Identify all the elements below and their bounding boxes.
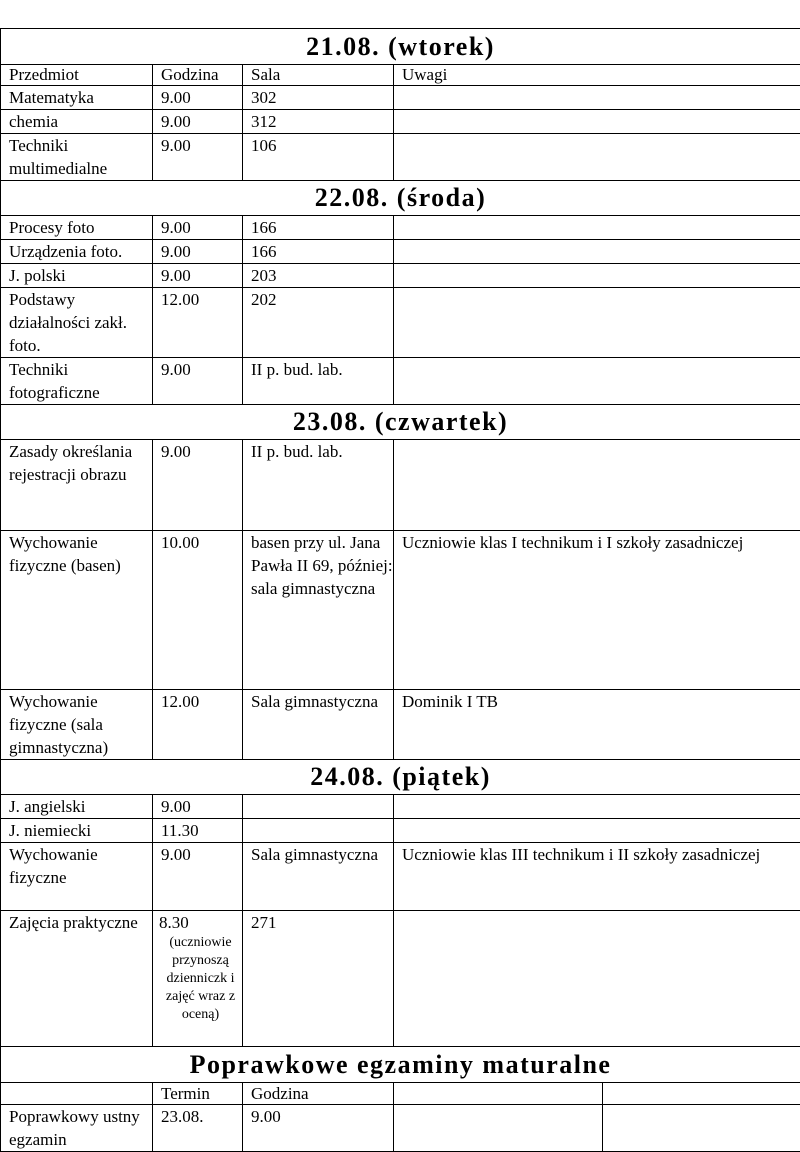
subject-cell: chemia: [1, 110, 153, 134]
room-cell: 302: [243, 86, 394, 110]
empty-cell: [394, 1105, 603, 1152]
col-header-room: Sala: [243, 65, 394, 86]
subject-cell: Wychowanie fizyczne: [1, 843, 153, 911]
room-cell: [243, 819, 394, 843]
matura-column-header-row: [1, 1083, 800, 1105]
table-row: [1, 358, 800, 405]
notes-cell: [394, 819, 800, 843]
notes-cell: [394, 795, 800, 819]
room-cell: basen przy ul. Jana Pawła II 69, później: sala gimnastyczna: [243, 531, 394, 690]
table-row: [1, 86, 800, 110]
day-heading-row: [1, 760, 800, 795]
subject-cell: Zasady określania rejestracji obrazu: [1, 440, 153, 531]
notes-cell: [394, 110, 800, 134]
notes-cell: [394, 86, 800, 110]
room-cell: 203: [243, 264, 394, 288]
time-cell: 9.00: [153, 134, 243, 181]
notes-cell: [394, 911, 800, 1047]
room-cell: 312: [243, 110, 394, 134]
notes-cell: [394, 358, 800, 405]
room-cell: Sala gimnastyczna: [243, 690, 394, 760]
time-cell: 12.00: [153, 690, 243, 760]
notes-cell: [394, 216, 800, 240]
day-heading-row: [1, 29, 800, 65]
col-header-notes: Uwagi: [394, 65, 800, 86]
table-row: [1, 440, 800, 531]
matura-heading: Poprawkowe egzaminy maturalne: [1, 1047, 800, 1083]
time-cell: 9.00: [153, 795, 243, 819]
room-cell: Sala gimnastyczna: [243, 843, 394, 911]
table-row: [1, 819, 800, 843]
subject-cell: Techniki multimedialne: [1, 134, 153, 181]
subject-cell: Matematyka: [1, 86, 153, 110]
column-header-row: [1, 65, 800, 86]
day-heading-row: [1, 405, 800, 440]
subject-cell: Wychowanie fizyczne (basen): [1, 531, 153, 690]
notes-cell: [394, 288, 800, 358]
day-heading-row: [1, 181, 800, 216]
time-cell: 9.00: [153, 264, 243, 288]
subject-cell: Procesy foto: [1, 216, 153, 240]
matura-col-header-empty-1: [394, 1083, 603, 1105]
table-row: [1, 690, 800, 760]
room-cell: 202: [243, 288, 394, 358]
subject-cell: Wychowanie fizyczne (sala gimnastyczna): [1, 690, 153, 760]
time-cell: 9.00: [153, 440, 243, 531]
time-cell: 9.00: [153, 843, 243, 911]
table-row: [1, 843, 800, 911]
notes-cell: Uczniowie klas I technikum i I szkoły zasadniczej: [394, 531, 800, 690]
matura-col-header-empty-2: [603, 1083, 800, 1105]
table-row: [1, 531, 800, 690]
table-row: [1, 1105, 800, 1152]
notes-cell: [394, 240, 800, 264]
table-row: [1, 795, 800, 819]
time-value: 8.30: [159, 911, 242, 934]
table-row: [1, 110, 800, 134]
subject-cell: Urządzenia foto.: [1, 240, 153, 264]
time-note: (uczniowie przynoszą dzienniczk i zajęć wraz z oceną): [159, 934, 242, 1024]
time-cell: 9.00: [153, 110, 243, 134]
day-heading: 22.08. (środa): [1, 181, 800, 216]
exam-schedule-table: [0, 28, 800, 1152]
subject-cell: J. polski: [1, 264, 153, 288]
room-cell: 166: [243, 216, 394, 240]
matura-col-header-date: Termin: [153, 1083, 243, 1105]
subject-cell: J. niemiecki: [1, 819, 153, 843]
time-cell: 9.00: [153, 240, 243, 264]
col-header-time: Godzina: [153, 65, 243, 86]
room-cell: 166: [243, 240, 394, 264]
subject-cell: J. angielski: [1, 795, 153, 819]
table-row: [1, 288, 800, 358]
room-cell: II p. bud. lab.: [243, 358, 394, 405]
table-row: [1, 911, 800, 1047]
subject-cell: Zajęcia praktyczne: [1, 911, 153, 1047]
time-cell: 9.00: [243, 1105, 394, 1152]
time-cell: 12.00: [153, 288, 243, 358]
time-cell: 9.00: [153, 358, 243, 405]
room-cell: II p. bud. lab.: [243, 440, 394, 531]
subject-cell: Podstawy działalności zakł. foto.: [1, 288, 153, 358]
time-cell: 9.00: [153, 86, 243, 110]
table-row: [1, 134, 800, 181]
matura-col-header-exam: [1, 1083, 153, 1105]
day-heading: 24.08. (piątek): [1, 760, 800, 795]
time-cell: 11.30: [153, 819, 243, 843]
table-row: [1, 264, 800, 288]
matura-col-header-time: Godzina: [243, 1083, 394, 1105]
matura-heading-row: [1, 1047, 800, 1083]
time-cell: 10.00: [153, 531, 243, 690]
subject-cell: Techniki fotograficzne: [1, 358, 153, 405]
table-row: [1, 240, 800, 264]
table-row: [1, 216, 800, 240]
time-cell: [153, 911, 243, 1047]
notes-cell: [394, 134, 800, 181]
notes-cell: [394, 264, 800, 288]
empty-cell: [603, 1105, 800, 1152]
notes-cell: Uczniowie klas III technikum i II szkoły zasadniczej: [394, 843, 800, 911]
date-cell: 23.08.: [153, 1105, 243, 1152]
notes-cell: [394, 440, 800, 531]
time-cell: 9.00: [153, 216, 243, 240]
room-cell: 106: [243, 134, 394, 181]
col-header-subject: Przedmiot: [1, 65, 153, 86]
exam-cell: Poprawkowy ustny egzamin: [1, 1105, 153, 1152]
room-cell: [243, 795, 394, 819]
day-heading: 23.08. (czwartek): [1, 405, 800, 440]
notes-cell: Dominik I TB: [394, 690, 800, 760]
day-heading: 21.08. (wtorek): [1, 29, 800, 65]
room-cell: 271: [243, 911, 394, 1047]
